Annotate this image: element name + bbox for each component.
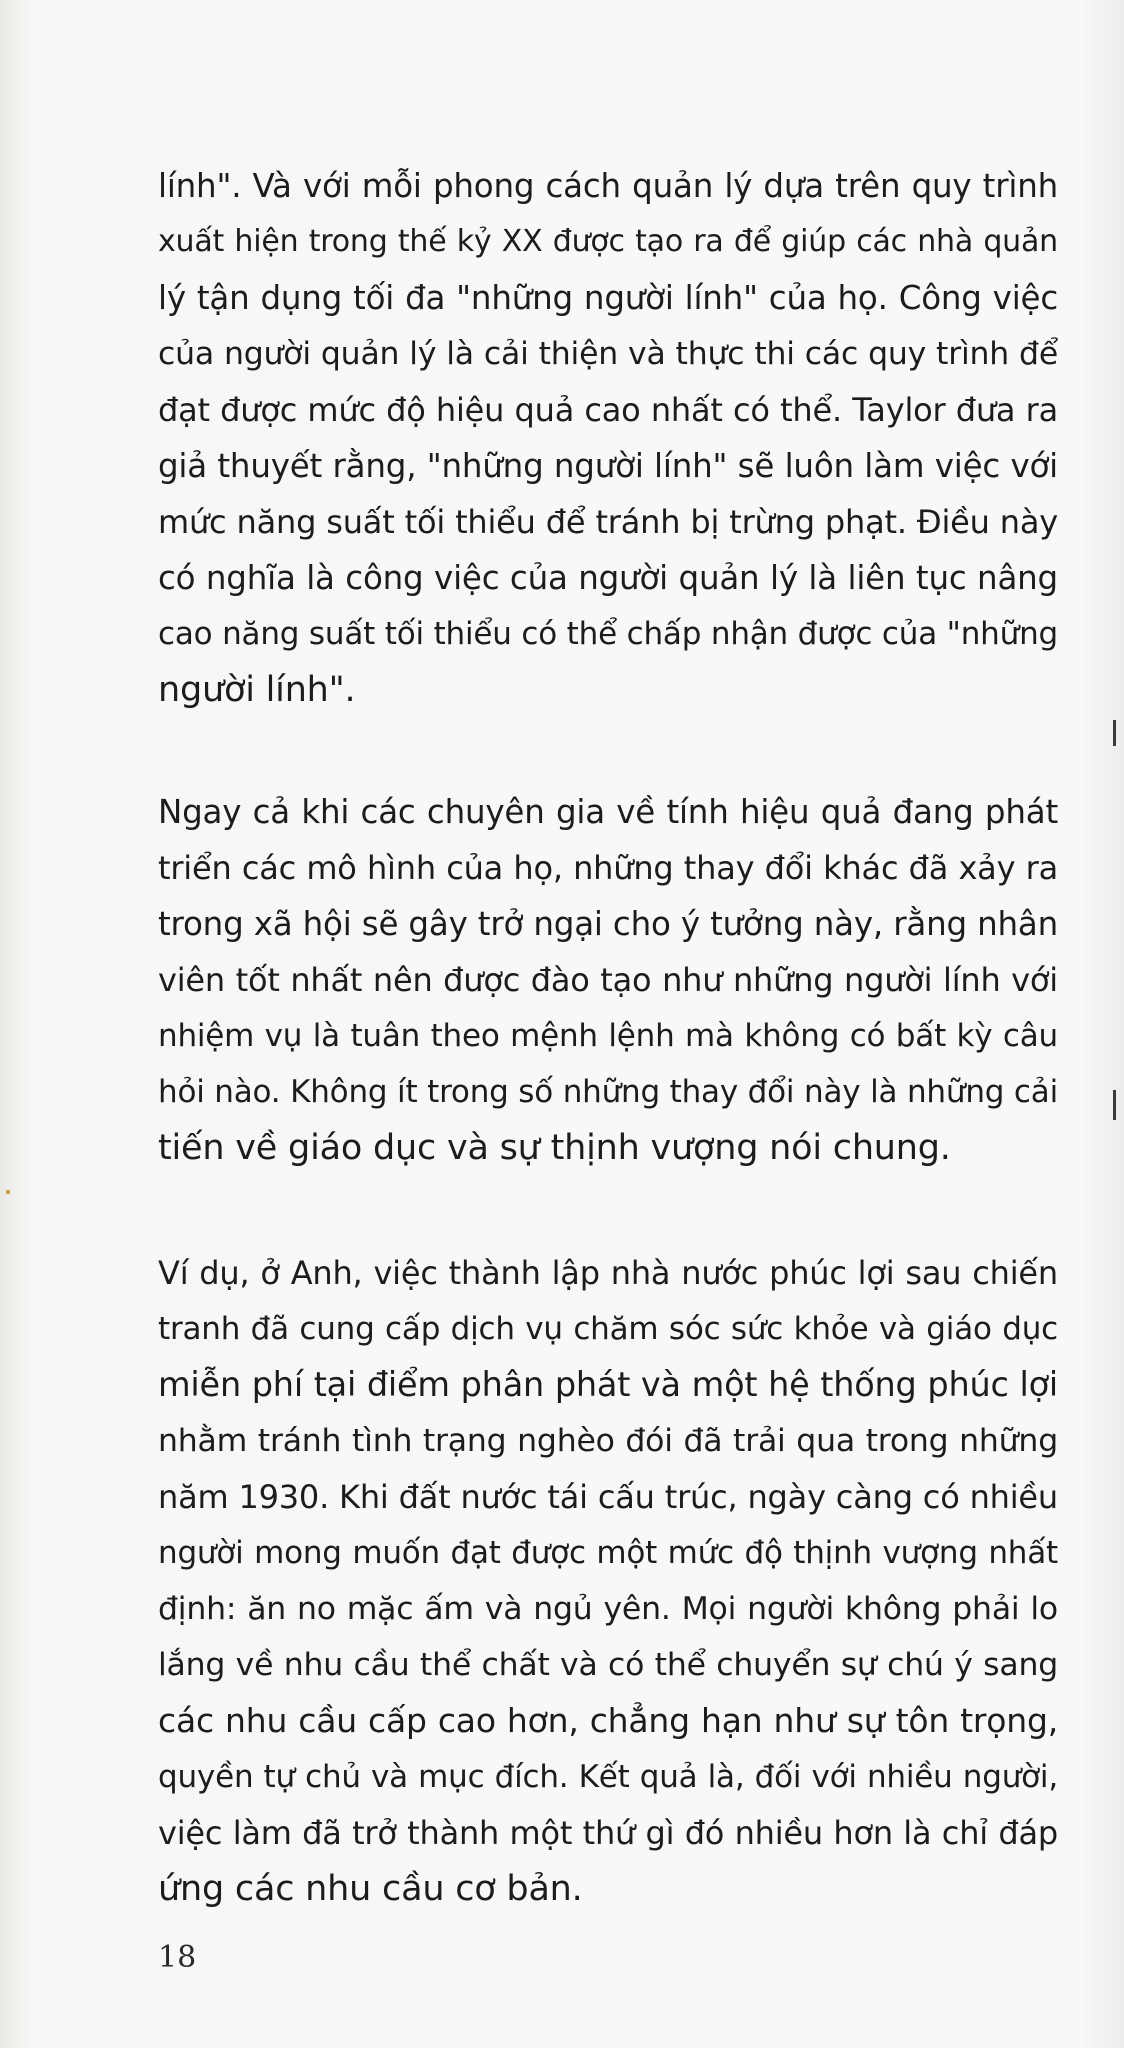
text-line: lý tận dụng tối đa "những người lính" của họ. Công việc: [158, 279, 1058, 317]
text-line: xuất hiện trong thế kỷ XX được tạo ra để giúp các nhà quản: [158, 224, 1058, 259]
text-line: năm 1930. Khi đất nước tái cấu trúc, ngày càng có nhiều: [158, 1478, 1058, 1516]
text-line: trong xã hội sẽ gây trở ngại cho ý tưởng này, rằng nhân: [158, 905, 1058, 943]
text-line: người mong muốn đạt được một mức độ thịnh vượng nhất: [158, 1535, 1058, 1571]
text-line-last: người lính".: [158, 670, 356, 710]
text-line: đạt được mức độ hiệu quả cao nhất có thể. Taylor đưa ra: [158, 391, 1058, 429]
text-line: miễn phí tại điểm phân phát và một hệ thống phúc lợi: [158, 1365, 1058, 1404]
page-edge-mark: [1113, 720, 1116, 746]
paragraph-3: [158, 1245, 1058, 1917]
text-line: nhiệm vụ là tuân theo mệnh lệnh mà không có bất kỳ câu: [158, 1018, 1058, 1054]
text-line: cao năng suất tối thiểu có thể chấp nhận được của "những: [158, 616, 1058, 652]
text-line: viên tốt nhất nên được đào tạo như những người lính với: [158, 961, 1058, 999]
text-line: hỏi nào. Không ít trong số những thay đổi này là những cải: [158, 1074, 1058, 1110]
text-line: Ví dụ, ở Anh, việc thành lập nhà nước phúc lợi sau chiến: [158, 1254, 1058, 1292]
text-line-last: ứng các nhu cầu cơ bản.: [158, 1869, 583, 1909]
text-line: của người quản lý là cải thiện và thực thi các quy trình để: [158, 336, 1058, 372]
spine-dot: [6, 1190, 10, 1194]
text-line: lính". Và với mỗi phong cách quản lý dựa trên quy trình: [158, 167, 1058, 205]
text-line: lắng về nhu cầu thể chất và có thể chuyển sự chú ý sang: [158, 1647, 1058, 1683]
text-line: các nhu cầu cấp cao hơn, chẳng hạn như sự tôn trọng,: [158, 1701, 1058, 1740]
text-line: định: ăn no mặc ấm và ngủ yên. Mọi người không phải lo: [158, 1591, 1058, 1627]
text-line: triển các mô hình của họ, những thay đổi khác đã xảy ra: [158, 849, 1058, 887]
paragraph-1: [158, 158, 1058, 718]
text-line: nhằm tránh tình trạng nghèo đói đã trải qua trong những: [158, 1423, 1058, 1459]
text-line: Ngay cả khi các chuyên gia về tính hiệu quả đang phát: [158, 793, 1058, 831]
text-line: giả thuyết rằng, "những người lính" sẽ luôn làm việc với: [158, 447, 1058, 485]
text-line: có nghĩa là công việc của người quản lý là liên tục nâng: [158, 559, 1058, 597]
text-line: việc làm đã trở thành một thứ gì đó nhiều hơn là chỉ đáp: [158, 1814, 1058, 1852]
text-line: mức năng suất tối thiểu để tránh bị trừng phạt. Điều này: [158, 503, 1058, 541]
paragraph-2: [158, 784, 1058, 1176]
page-number: 18: [158, 1940, 197, 1975]
page-edge-mark: [1113, 1090, 1116, 1120]
text-line: tranh đã cung cấp dịch vụ chăm sóc sức khỏe và giáo dục: [158, 1311, 1058, 1347]
text-line: quyền tự chủ và mục đích. Kết quả là, đối với nhiều người,: [158, 1759, 1058, 1795]
text-line-last: tiến về giáo dục và sự thịnh vượng nói chung.: [158, 1128, 951, 1168]
